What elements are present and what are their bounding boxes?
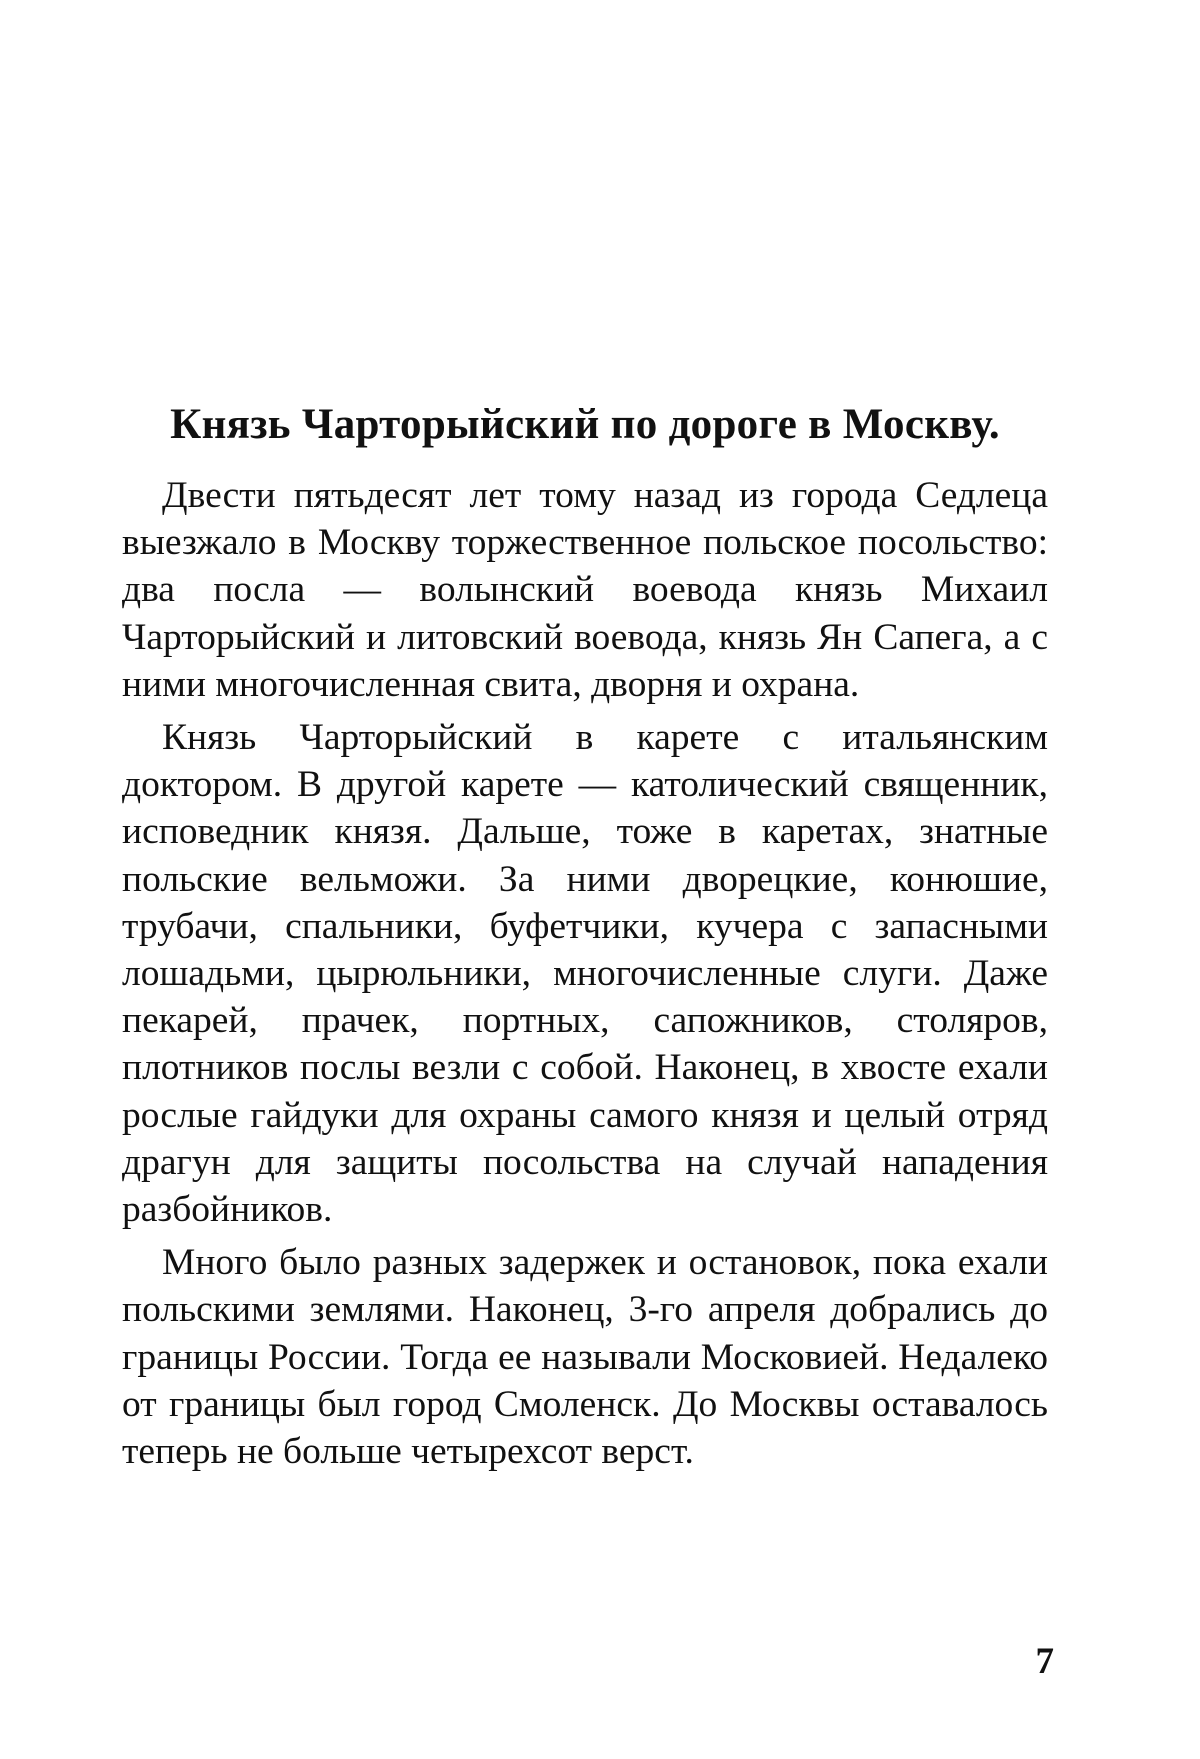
chapter-body (122, 472, 1048, 1481)
paragraph-2: Князь Чарторыйский в карете с итальянским доктором. В другой карете — католический священник, исповедник князя. Дальше, тоже в каретах, знатные польские вельможи. За ними дворецкие, конюшие, трубачи, спальники, буфетчики, кучера с запасными лошадьми, цырюльники, многочисленные слуги. Даже пекарей, прачек, портных, сапожников, столяров, плотников послы везли с собой. Наконец, в хвосте ехали рослые гайдуки для охраны самого князя и целый отряд драгун для защиты посольства на случай нападения разбойников. (122, 717, 1048, 1231)
paragraph-1: Двести пятьдесят лет тому назад из города Седлеца выезжало в Москву торжественное польское посольство: два посла — волынский воевода князь Михаил Чарторыйский и литовский воевода, князь Ян Сапега, а с ними многочисленная свита, дворня и охрана. (122, 475, 1048, 705)
page-number: 7 (1035, 1641, 1054, 1682)
paragraph-3: Много было разных задержек и остановок, пока ехали польскими землями. Наконец, 3-го апреля добрались до границы России. Тогда ее называли Московией. Недалеко от границы был город Смоленск. До Москвы оставалось теперь не больше четырехсот верст. (122, 1242, 1048, 1473)
chapter-title: Князь Чарторыйский по дороге в Москву. (170, 401, 1000, 448)
